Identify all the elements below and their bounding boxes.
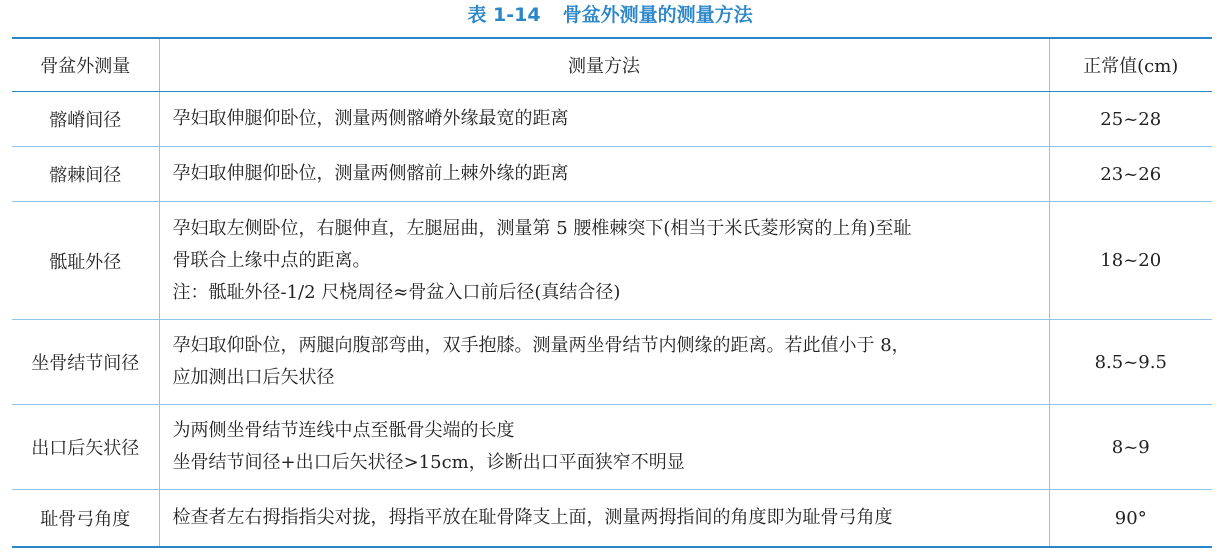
header-row xyxy=(12,38,1212,92)
table-row xyxy=(12,202,1212,320)
method-line: 为两侧坐骨结节连线中点至骶骨尖端的长度 xyxy=(172,420,515,441)
row-normal-value: 8.5~9.5 xyxy=(1049,320,1212,405)
method-line: 应加测出口后矢状径 xyxy=(172,367,335,388)
table-row xyxy=(12,92,1212,147)
header-method: 测量方法 xyxy=(159,38,1049,92)
row-method xyxy=(159,490,1049,548)
method-line: 检查者左右拇指指尖对拢，拇指平放在耻骨降支上面，测量两拇指间的角度即为耻骨弓角度 xyxy=(172,507,893,528)
measurement-table xyxy=(12,37,1212,548)
row-name: 骶耻外径 xyxy=(12,202,159,320)
table-row xyxy=(12,147,1212,202)
row-name: 耻骨弓角度 xyxy=(12,490,159,548)
row-method xyxy=(159,320,1049,405)
table-number: 表 1-14 xyxy=(467,4,541,26)
method-line: 孕妇取伸腿仰卧位，测量两侧髂嵴外缘最宽的距离 xyxy=(172,108,569,129)
row-normal-value: 23~26 xyxy=(1049,147,1212,202)
method-line: 孕妇取仰卧位，两腿向腹部弯曲，双手抱膝。测量两坐骨结节内侧缘的距离。若此值小于 8， xyxy=(172,335,910,356)
method-line: 孕妇取左侧卧位，右腿伸直，左腿屈曲，测量第 5 腰椎棘突下(相当于米氏菱形窝的上角)至耻 xyxy=(172,217,912,239)
method-note: 注：骶耻外径-1/2 尺桡周径≈骨盆入口前后径(真结合径) xyxy=(172,281,621,303)
row-normal-value: 90° xyxy=(1049,490,1212,548)
row-name: 坐骨结节间径 xyxy=(12,320,159,405)
table-title: 骨盆外测量的测量方法 xyxy=(562,4,753,26)
table-row xyxy=(12,490,1212,548)
table-row xyxy=(12,320,1212,405)
row-normal-value: 18~20 xyxy=(1049,202,1212,320)
row-name: 髂嵴间径 xyxy=(12,92,159,147)
row-normal-value: 25~28 xyxy=(1049,92,1212,147)
row-method xyxy=(159,92,1049,147)
row-name: 髂棘间径 xyxy=(12,147,159,202)
row-method xyxy=(159,405,1049,490)
method-line: 骨联合上缘中点的距离。 xyxy=(172,249,371,271)
row-name: 出口后矢状径 xyxy=(12,405,159,490)
method-line: 孕妇取伸腿仰卧位，测量两侧髂前上棘外缘的距离 xyxy=(172,163,569,184)
header-normal: 正常值(cm) xyxy=(1049,38,1212,92)
row-method xyxy=(159,202,1049,320)
header-name: 骨盆外测量 xyxy=(12,38,159,92)
table-row xyxy=(12,405,1212,490)
row-normal-value: 8~9 xyxy=(1049,405,1212,490)
table-caption xyxy=(0,0,1220,36)
row-method xyxy=(159,147,1049,202)
method-line: 坐骨结节间径+出口后矢状径>15cm，诊断出口平面狭窄不明显 xyxy=(172,452,685,473)
